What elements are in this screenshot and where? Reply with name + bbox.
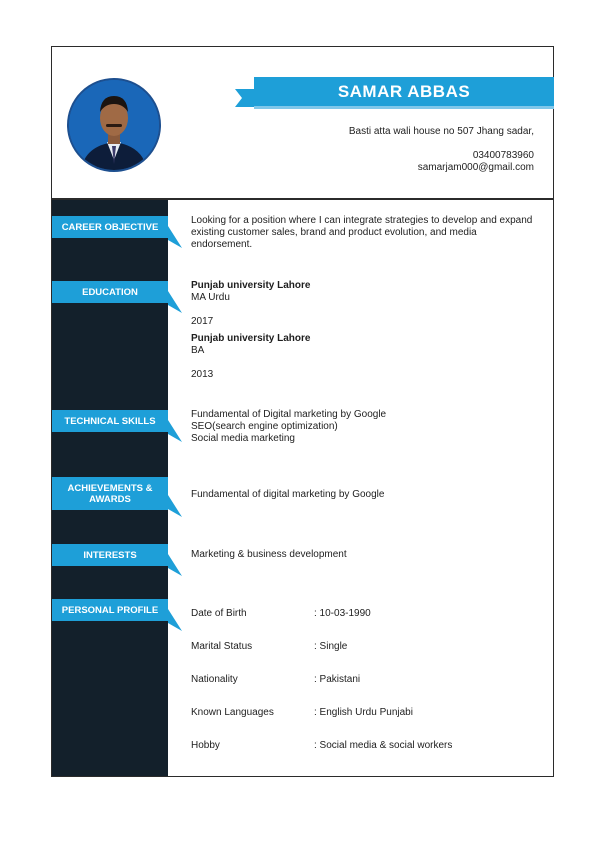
profile-value-marital-status: : Single bbox=[314, 641, 348, 652]
interests-text: Marketing & business development bbox=[191, 549, 347, 560]
label-ribbon-tail bbox=[168, 291, 182, 313]
banner-ribbon-tail bbox=[235, 89, 255, 107]
profile-key-dob: Date of Birth bbox=[191, 608, 247, 619]
section-label-achievements: ACHIEVEMENTS & AWARDS bbox=[52, 477, 168, 510]
person-silhouette-icon bbox=[69, 80, 159, 170]
education-year: 2017 bbox=[191, 316, 214, 327]
phone-text: 03400783960 bbox=[472, 150, 534, 161]
label-ribbon-tail bbox=[168, 495, 182, 517]
profile-key-marital-status: Marital Status bbox=[191, 641, 253, 652]
section-label-education: EDUCATION bbox=[52, 281, 168, 303]
profile-key-languages: Known Languages bbox=[191, 707, 274, 718]
education-year: 2013 bbox=[191, 369, 214, 380]
technical-skills-list bbox=[191, 409, 386, 445]
education-institution: Punjab university Lahore bbox=[191, 333, 311, 344]
candidate-name: SAMAR ABBAS bbox=[254, 77, 554, 106]
profile-value-languages: : English Urdu Punjabi bbox=[314, 707, 413, 718]
education-degree: MA Urdu bbox=[191, 292, 230, 303]
address-text: Basti atta wali house no 507 Jhang sadar, bbox=[348, 126, 534, 137]
section-label-interests: INTERESTS bbox=[52, 544, 168, 566]
email-text: samarjam000@gmail.com bbox=[417, 162, 534, 173]
label-ribbon-tail bbox=[168, 420, 182, 442]
profile-value-nationality: : Pakistani bbox=[314, 674, 361, 685]
list-item: SEO(search engine optimization) bbox=[191, 421, 338, 432]
profile-photo bbox=[67, 78, 161, 172]
label-ribbon-tail bbox=[168, 226, 182, 248]
list-item: Fundamental of Digital marketing by Google bbox=[191, 409, 387, 420]
label-ribbon-tail bbox=[168, 609, 182, 631]
section-label-technical-skills: TECHNICAL SKILLS bbox=[52, 410, 168, 432]
label-ribbon-tail bbox=[168, 554, 182, 576]
profile-value-hobby: : Social media & social workers bbox=[314, 740, 453, 751]
career-objective-text: Looking for a position where I can integrate strategies to develop and expand existing customer sales, brand and product evolution, and media endorsement. bbox=[191, 215, 533, 250]
education-institution: Punjab university Lahore bbox=[191, 280, 311, 291]
profile-key-hobby: Hobby bbox=[191, 740, 220, 751]
profile-value-dob: : 10-03-1990 bbox=[314, 608, 371, 619]
education-degree: BA bbox=[191, 345, 205, 356]
banner-shadow bbox=[254, 106, 554, 109]
profile-key-nationality: Nationality bbox=[191, 674, 238, 685]
achievements-text: Fundamental of digital marketing by Google bbox=[191, 489, 385, 500]
list-item: Social media marketing bbox=[191, 433, 295, 444]
section-label-personal-profile: PERSONAL PROFILE bbox=[52, 599, 168, 621]
section-label-career-objective: CAREER OBJECTIVE bbox=[52, 216, 168, 238]
